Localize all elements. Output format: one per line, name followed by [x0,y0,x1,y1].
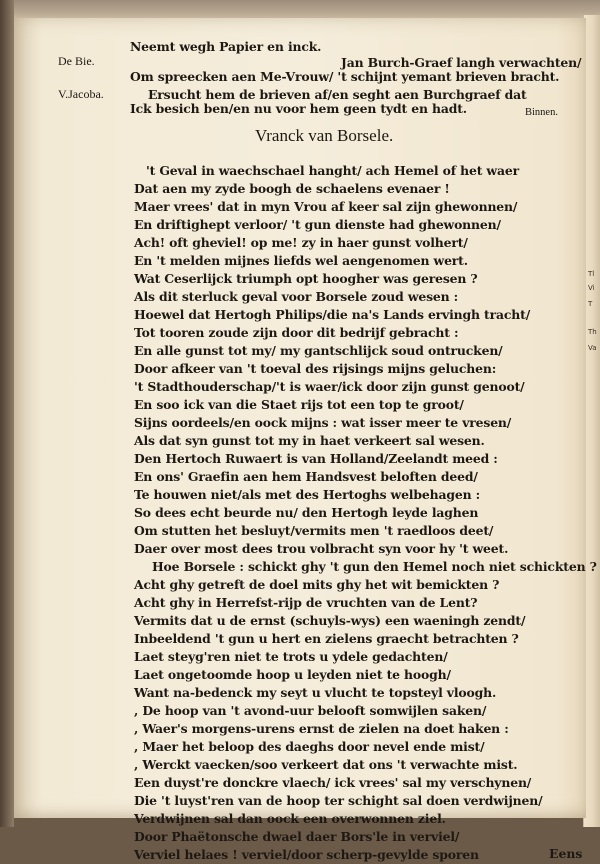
edge-text: Tl [588,270,595,278]
text-line: Ersucht hem de brieven af/en seght aen Burchgraef dat [148,87,527,102]
verse-line: En 't melden mijnes liefds wel aengenomen wert. [134,253,468,268]
verse-line: Acht ghy in Herrefst-rijp de vruchten van de Lent? [134,595,478,610]
verse-line: Den Hertoch Ruwaert is van Holland/Zeelandt meed : [134,451,498,466]
text-line: Neemt wegh Papier en inck. [130,39,322,54]
verse-line: Verdwijnen sal dan oock een overwonnen ziel. [134,811,446,826]
verse-line: Als dit sterluck geval voor Borsele zoud wesen : [134,289,459,304]
verse-line: Hoe Borsele : schickt ghy 't gun den Hemel noch niet schickten ? [152,559,597,574]
verse-line: Tot tooren zoude zijn door dit bedrijf gebracht : [134,325,459,340]
page-title: Vranck van Borsele. [255,126,394,145]
book-page [14,18,597,862]
verse-line: Want na-bedenck my seyt u vlucht te topsteyl vloogh. [134,685,497,700]
edge-text: Va [588,344,597,352]
edge-text: Th [588,328,597,336]
text-line: Ick besich ben/en nu voor hem geen tydt en hadt. [130,101,467,116]
verse-line: , Maer het beloop des daeghs door nevel ende mist/ [134,739,485,754]
verse-line: En ons' Graefin aen hem Handsvest beloften deed/ [134,469,478,484]
verse-line: Die 't luyst'ren van de hoop ter schight sal doen verdwijnen/ [134,793,543,808]
verse-line: Wat Ceserlijck triumph opt hoogher was geresen ? [134,271,478,286]
speaker-label: V.Jacoba. [58,87,104,101]
verse-line: Acht ghy getreft de doel mits ghy het wit bemickten ? [134,577,500,592]
verse-line: So dees echt beurde nu/ den Hertogh leyde laghen [134,505,479,520]
verse-line: En soo ick van die Staet rijs tot een top te groot/ [134,397,464,412]
edge-text: Vi [588,284,595,292]
edge-text: T [588,300,593,308]
verse-line: Daer over most dees trou volbracht syn voor hy 't weet. [134,541,509,556]
verse-line: Een duyst're donckre vlaech/ ick vrees' sal my verschynen/ [134,775,532,790]
verse-line: Om stutten het besluyt/vermits men 't raedloos deet/ [134,523,494,538]
verse-line: Door afkeer van 't toeval des rijsings mijns geluchen: [134,361,497,376]
verse-line: Hoewel dat Hertogh Philips/die na's Lands ervingh tracht/ [134,307,531,322]
verse-line: , Werckt vaecken/soo verkeert dat ons 't verwachte mist. [134,757,518,772]
text-line: Jan Burch-Graef langh verwachten/ [341,55,582,70]
verse-line: Vermits dat u de ernst (schuyls-wys) een waeningh zendt/ [134,613,526,628]
verse-line: 't Stadthouderschap/'t is waer/ick door zijn gunst genoot/ [134,379,525,394]
verse-line: Te houwen niet/als met des Hertoghs welbehagen : [134,487,481,502]
catchword: Eens [549,846,583,861]
verse-line: Ach! oft gheviel! op me! zy in haer gunst volhert/ [134,235,468,250]
verse-line: En alle gunst tot my/ my gantschlijck soud ontrucken/ [134,343,503,358]
verse-line: Verviel helaes ! verviel/door scherp-gevylde sporen [134,847,479,862]
book-gutter [0,0,14,827]
speaker-label: De Bie. [58,54,95,68]
text-line: Om spreecken aen Me-Vrouw/ 't schijnt yemant brieven bracht. [130,69,560,84]
verse-line: Maer vrees' dat in myn Vrou af keer sal zijn ghewonnen/ [134,199,518,214]
verse-line: En driftighept verloor/ 't gun dienste had ghewonnen/ [134,217,501,232]
verse-line: , Waer's morgens-urens ernst de zielen na doet haken : [134,721,509,736]
verse-line: 't Geval in waechschael hanght/ ach Hemel of het waer [146,163,519,178]
verse-line: Als dat syn gunst tot my in haet verkeert sal wesen. [134,433,485,448]
verse-line: Laet steyg'ren niet te trots u ydele gedachten/ [134,649,448,664]
verse-line: Sijns oordeels/en oock mijns : wat isser meer te vresen/ [134,415,512,430]
verse-line: Inbeeldend 't gun u hert en zielens graecht betrachten ? [134,631,519,646]
verse-line: Laet ongetoomde hoop u leyden niet te hoogh/ [134,667,451,682]
verse-line: Door Phaëtonsche dwael daer Bors'le in verviel/ [134,829,460,844]
verse-line: Dat aen my zyde boogh de schaelens evenaer ! [134,181,450,196]
verse-line: , De hoop van 't avond-uur belooft somwijlen saken/ [134,703,487,718]
stage-direction: Binnen. [525,107,558,118]
